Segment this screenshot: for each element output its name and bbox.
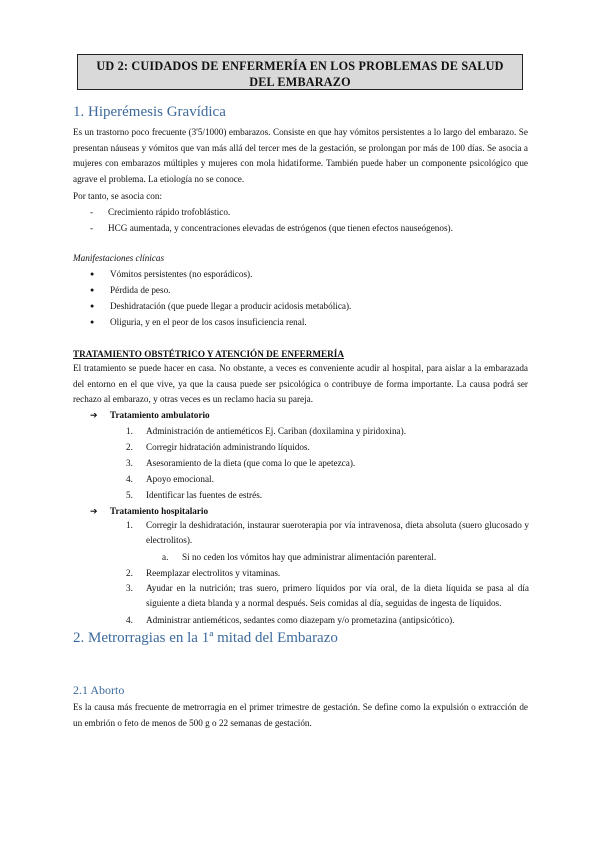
bullet-icon: ● xyxy=(90,302,95,310)
section1-heading: 1. Hiperémesis Gravídica xyxy=(73,104,226,120)
tratamiento-intro: El tratamiento se puede hacer en casa. No obstante, a veces es conveniente acudir al hospital, para aislar a la embarazada del entorno en el que vive, ya que la causa puede ser psicológica o contribuye de forma importante. La causa podrá ser rechazo al embarazo, y otras veces es un reclamo hacia su pareja. xyxy=(73,363,528,404)
section2-text: Es la causa más frecuente de metrorragia en el primer trimestre de gestación. Se define como la expulsión o extracción de un embrión o feto de menos de 500 g o 22 semanas de gestación. xyxy=(73,702,528,728)
manifestaciones-heading: Manifestaciones clínicas xyxy=(73,253,165,263)
arrow-icon: ➔ xyxy=(90,506,98,516)
section2-heading: 2. Metrorragias en la 1ª mitad del Embarazo xyxy=(73,630,338,646)
asocia-lead: Por tanto, se asocia con: xyxy=(73,191,163,201)
bullet-icon: ● xyxy=(90,270,95,278)
document-title-line1: UD 2: CUIDADOS DE ENFERMERÍA EN LOS PROBLEMAS DE SALUD xyxy=(96,59,504,73)
document-page: UD 2: CUIDADOS DE ENFERMERÍA EN LOS PROBLEMAS DE SALUD DEL EMBARAZO 1. Hiperémesis Gravídica Es un trastorno poco frecuente (3'5/1000) embarazos. Consiste en que hay vómitos persistentes a lo largo del embarazo. Se presentan náuseas y vómitos que van más allá del tercer mes de la gestación, se prolongan por más de 100 días. Se asocia a mujeres con embarazos múltiples y mujeres con mola hidatiforme. También puede haber un componente psicológico que agrave el problema. La etiología no se conoce. Por tanto, se asocia con: - Crecimiento rápido trofoblástico. - HCG aumentada, y concentraciones elevadas de estrógenos (que tienen efectos nauseógenos). Manifestaciones clínicas ● Vómitos persistentes (no esporádicos). ● Pérdida de peso. ● Deshidratación (que puede llegar a producir acidosis metabólica). ● Oliguria, y en el peor de los casos insuficiencia renal. TRATAMIENTO OBSTÉTRICO Y ATENCIÓN DE ENFERMERÍA El tratamiento se puede hacer en casa. No obstante, a veces es conveniente acudir al hospital, para aislar a la embarazada del entorno en el que vive, ya que la causa puede ser psicológica o contribuye de forma importante. La causa podrá ser rechazo al embarazo, y otras veces es un reclamo hacia su pareja. ➔ Tratamiento ambulatorio 1. Administración de antieméticos Ej. Cariban (doxilamina y piridoxina). 2. Corregir hidratación administrando líquidos. 3. Asesoramiento de la dieta (que coma lo que le apetezca). 4. Apoyo emocional. 5. Identificar las fuentes de estrés. ➔ Tratamiento hospitalario 1. Corregir la deshidratación, instaurar sueroterapia por vía intravenosa, dieta absoluta (suero glucosado y electrolitos). a. Si no ceden los vómitos hay que administrar alimentación parenteral. 2. Reemplazar electrolitos y vitaminas. 3. Ayudar en la nutrición; tras suero, primero líquidos por vía oral, de la dieta líquida se pasa al día siguiente a dieta blanda y a normal después. Seis comidas al día, seguidas de ingesta de líquidos. 4. Administrar antieméticos, sedantes como diazepam y/o prometazina (antipsicótico). 2. Metrorragias en la 1ª mitad del Embarazo 2.1 Aborto Es la causa más frecuente de metrorragia en el primer trimestre de gestación. Se define como la expulsión o extracción de un embrión o feto de menos de 500 g o 22 semanas de gestación. xyxy=(0,0,600,848)
section2-subheading: 2.1 Aborto xyxy=(73,683,125,697)
bullet-icon: ● xyxy=(90,318,95,326)
bullet-icon: ● xyxy=(90,286,95,294)
hospitalario-item: 1. Corregir la deshidratación, instaurar sueroterapia por vía intravenosa, dieta absoluta (suero glucosado y electrolitos). xyxy=(126,520,529,545)
tratamiento-heading: TRATAMIENTO OBSTÉTRICO Y ATENCIÓN DE ENFERMERÍA xyxy=(73,349,344,359)
document-title-line2: DEL EMBARAZO xyxy=(249,75,351,89)
section1-intro: Es un trastorno poco frecuente (3'5/1000) embarazos. Consiste en que hay vómitos persistentes a lo largo del embarazo. Se presentan náuseas y vómitos que van más allá del tercer mes de la gestación, se prolongan por más de 100 días. Se asocia a mujeres con embarazos múltiples y mujeres con mola hidatiforme. También puede haber un componente psicológico que agrave el problema. La etiología no se conoce. xyxy=(73,127,528,184)
hospitalario-item: 3. Ayudar en la nutrición; tras suero, primero líquidos por vía oral, de la dieta líquida se pasa al día siguiente a dieta blanda y a normal después. Seis comidas al día, seguidas de ingesta de líquidos. xyxy=(126,583,529,608)
document-title-box xyxy=(77,54,523,90)
arrow-icon: ➔ xyxy=(90,410,98,420)
